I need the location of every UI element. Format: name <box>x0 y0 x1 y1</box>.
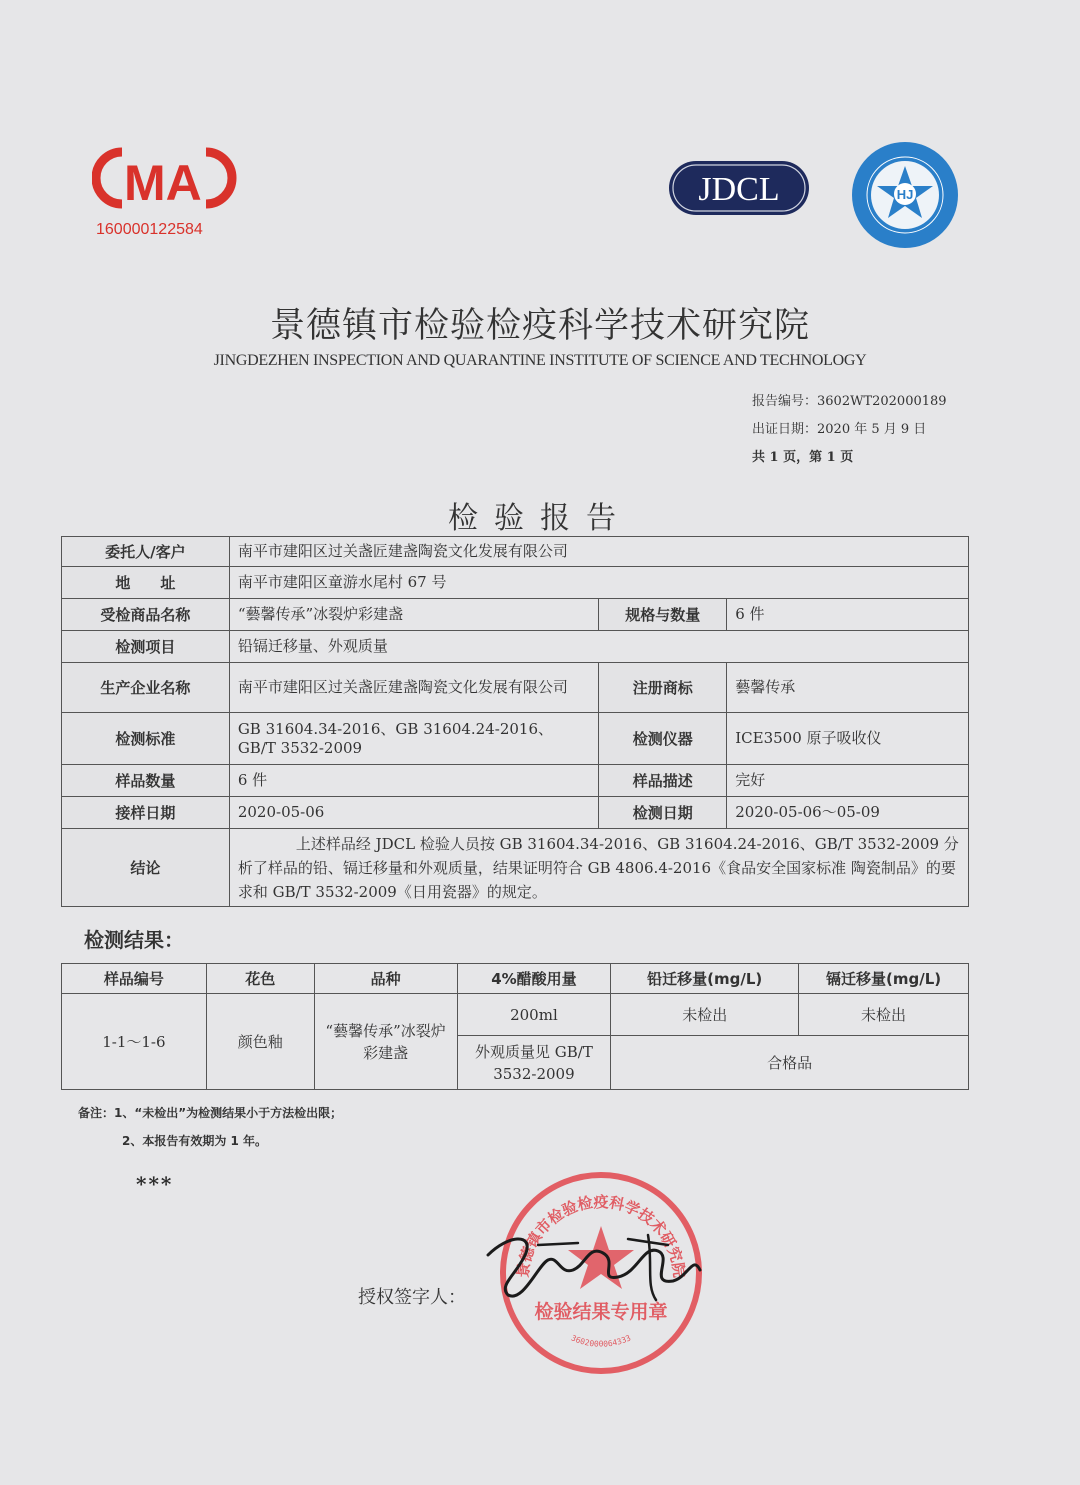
sample-no-cell: 1-1～1-6 <box>62 994 207 1090</box>
results-heading: 检测结果： <box>84 928 184 952</box>
row-conclusion <box>62 829 969 907</box>
note-2: 2、本报告有效期为 1 年。 <box>122 1134 268 1148</box>
cadmium-cell: 未检出 <box>799 994 969 1036</box>
instrument-label: 检测仪器 <box>599 713 727 765</box>
test-items-value: 铅镉迁移量、外观质量 <box>229 631 968 663</box>
header-variety: 品种 <box>314 964 457 994</box>
cma-logo <box>92 138 242 238</box>
conclusion-label: 结论 <box>62 829 230 907</box>
standard-value: GB 31604.34-2016、GB 31604.24-2016、GB/T 3532-2009 <box>229 713 599 765</box>
address-label: 地 址 <box>62 567 230 599</box>
appearance-result-cell: 合格品 <box>611 1036 969 1090</box>
row-product <box>62 599 969 631</box>
sample-qty-label: 样品数量 <box>62 765 230 797</box>
product-label: 受检商品名称 <box>62 599 230 631</box>
jdcl-logo <box>668 160 810 216</box>
report-title: 检验报告 <box>448 501 632 536</box>
seal-center-text: 检验结果专用章 <box>534 1301 668 1323</box>
client-label: 委托人/客户 <box>62 537 230 567</box>
results-header-row <box>62 964 969 994</box>
sample-desc-label: 样品描述 <box>599 765 727 797</box>
row-address <box>62 567 969 599</box>
variety-cell: “藝馨传承”冰裂炉彩建盏 <box>314 994 457 1090</box>
client-value: 南平市建阳区过关盏匠建盏陶瓷文化发展有限公司 <box>229 537 968 567</box>
conclusion-value: 上述样品经 JDCL 检验人员按 GB 31604.34-2016、GB 31604.24-2016、GB/T 3532-2009 分析了样品的铅、镉迁移量和外观质量，结果证明符合 GB 4806.4-2016《食品安全国家标准 陶瓷制品》的要求和 GB/T 3532-2009《日用瓷器》的规定。 <box>229 829 968 907</box>
row-standard <box>62 713 969 765</box>
header-color: 花色 <box>206 964 314 994</box>
header-sample-no: 样品编号 <box>62 964 207 994</box>
handwritten-signature <box>478 1215 708 1305</box>
cma-number: 160000122584 <box>96 221 203 238</box>
receive-date-label: 接样日期 <box>62 797 230 829</box>
header-lead: 铅迁移量(mg/L) <box>611 964 799 994</box>
address-value: 南平市建阳区童游水尾村 67 号 <box>229 567 968 599</box>
seal-ring-text: 景德镇市检验检疫科学技术研究院 <box>513 1192 689 1279</box>
color-cell: 颜色釉 <box>206 994 314 1090</box>
hj-ceramic-testing-seal <box>850 140 960 250</box>
hj-seal-text: HJ <box>896 187 914 202</box>
receive-date-value: 2020-05-06 <box>229 797 599 829</box>
results-row-1 <box>62 994 969 1036</box>
acetic-volume-cell: 200ml <box>457 994 611 1036</box>
lead-cell: 未检出 <box>611 994 799 1036</box>
row-client <box>62 537 969 567</box>
seal-number: 3602000064333 <box>569 1333 633 1349</box>
test-date-value: 2020-05-06～05-09 <box>727 797 969 829</box>
header-acetic-volume: 4%醋酸用量 <box>457 964 611 994</box>
test-date-label: 检测日期 <box>599 797 727 829</box>
instrument-value: ICE3500 原子吸收仪 <box>727 713 969 765</box>
manufacturer-label: 生产企业名称 <box>62 663 230 713</box>
standard-label: 检测标准 <box>62 713 230 765</box>
issue-date: 出证日期：2020 年 5 月 9 日 <box>752 422 927 437</box>
end-marker: *** <box>136 1172 174 1196</box>
report-info-table <box>61 536 969 907</box>
header-cadmium: 镉迁移量(mg/L) <box>799 964 969 994</box>
test-items-label: 检测项目 <box>62 631 230 663</box>
page-count: 共 1 页，第 1 页 <box>752 450 854 465</box>
sample-desc-value: 完好 <box>727 765 969 797</box>
manufacturer-value: 南平市建阳区过关盏匠建盏陶瓷文化发展有限公司 <box>229 663 599 713</box>
authorized-signer-label: 授权签字人： <box>358 1287 466 1308</box>
institute-name-cn: 景德镇市检验检疫科学技术研究院 <box>269 306 810 346</box>
jdcl-logo-text: JDCL <box>698 171 780 208</box>
row-sample <box>62 765 969 797</box>
spec-label: 规格与数量 <box>599 599 727 631</box>
spec-value: 6 件 <box>727 599 969 631</box>
appearance-ref-cell: 外观质量见 GB/T 3532-2009 <box>457 1036 611 1090</box>
product-value: “藝馨传承”冰裂炉彩建盏 <box>229 599 599 631</box>
institute-name-en: JINGDEZHEN INSPECTION AND QUARANTINE INSTITUTE OF SCIENCE AND TECHNOLOGY <box>213 352 867 369</box>
cma-logo-text: MA <box>124 155 202 211</box>
report-number: 报告编号：3602WT202000189 <box>752 394 947 409</box>
row-test-items <box>62 631 969 663</box>
note-1: 备注：1、“未检出”为检测结果小于方法检出限； <box>78 1106 343 1120</box>
sample-qty-value: 6 件 <box>229 765 599 797</box>
row-manufacturer <box>62 663 969 713</box>
results-table <box>61 963 969 1090</box>
trademark-value: 藝馨传承 <box>727 663 969 713</box>
trademark-label: 注册商标 <box>599 663 727 713</box>
row-dates <box>62 797 969 829</box>
